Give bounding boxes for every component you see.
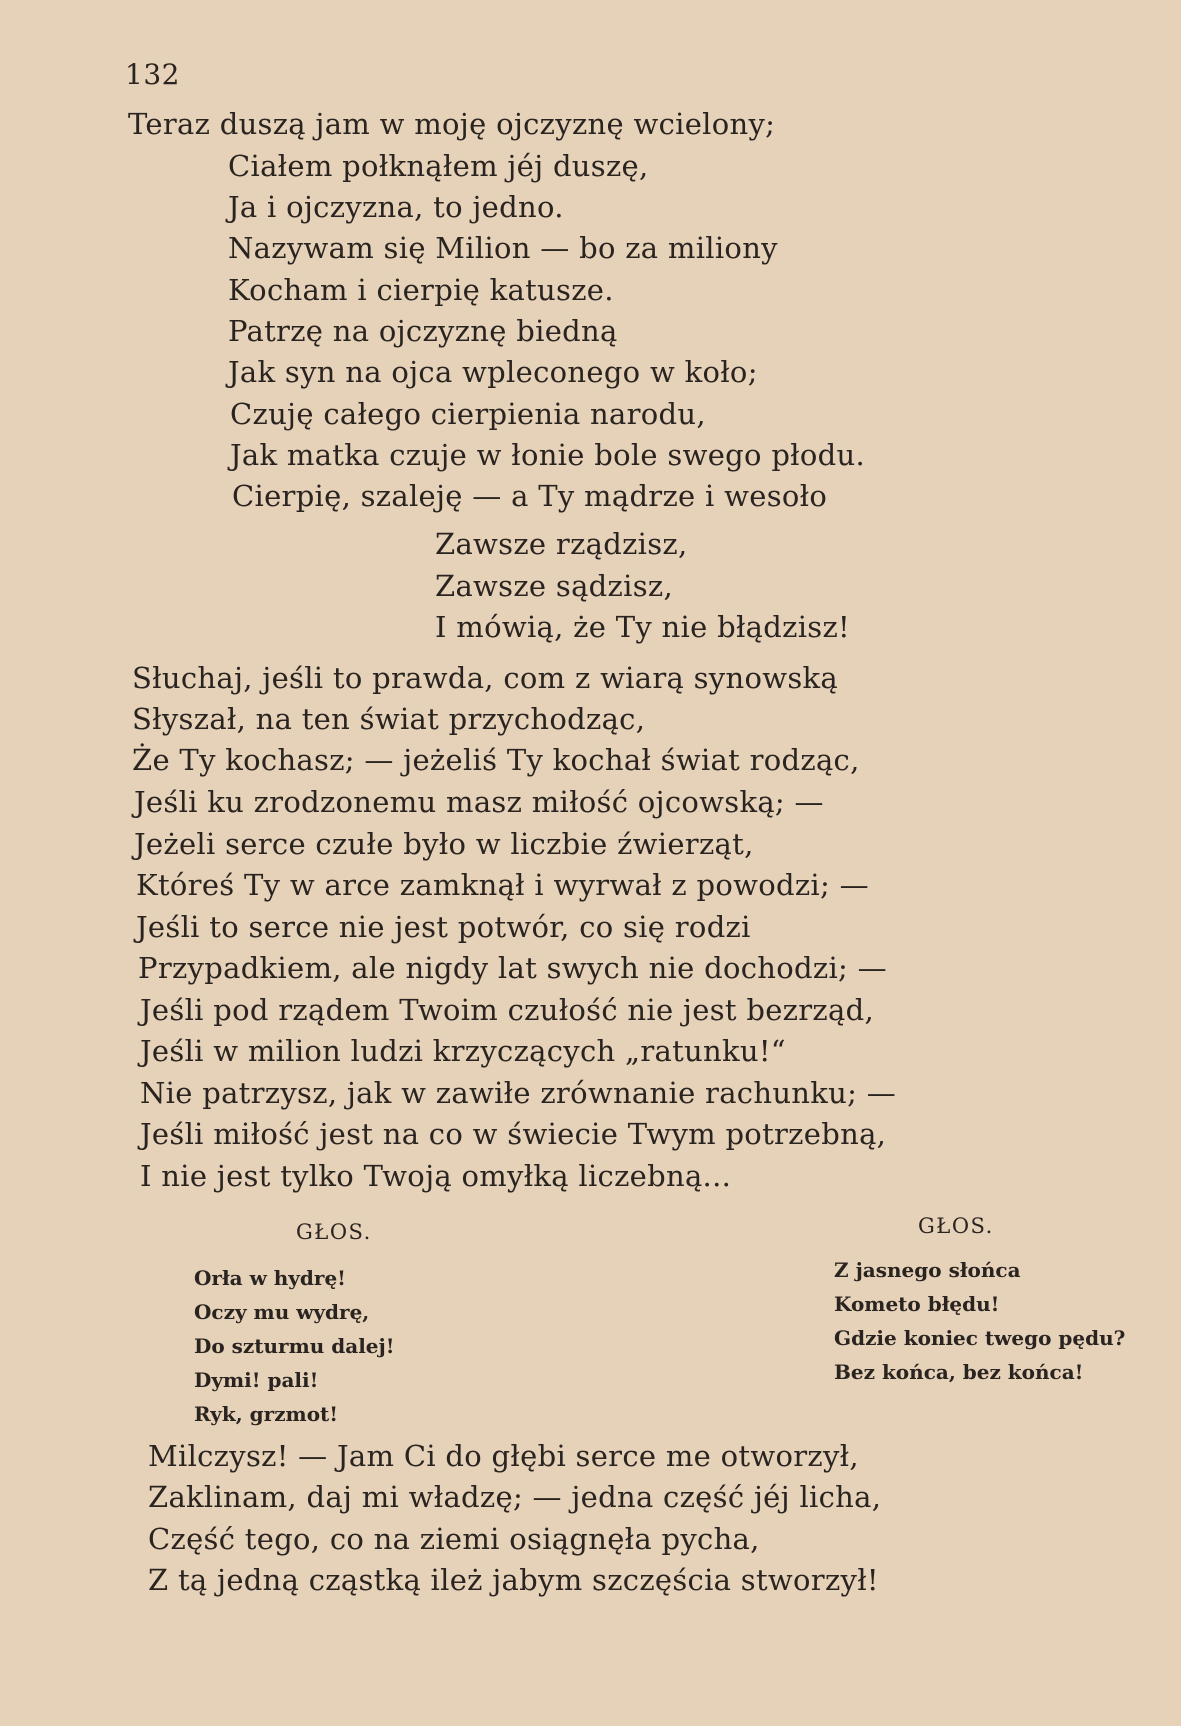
voice-line: Z jasnego słońca: [834, 1258, 1021, 1282]
verse-line: Słuchaj, jeśli to prawda, com z wiarą synowską: [132, 661, 838, 695]
verse-line: Nie patrzysz, jak w zawiłe zrównanie rachunku; —: [140, 1076, 897, 1110]
verse-line: Patrzę na ojczyznę biedną: [228, 314, 618, 348]
verse-line: Jeśli ku zrodzonemu masz miłość ojcowską; —: [134, 785, 824, 819]
verse-line: Część tego, co na ziemi osiągnęła pycha,: [148, 1522, 760, 1556]
verse-line: Że Ty kochasz; — jeżeliś Ty kochał świat rodząc,: [132, 743, 860, 777]
verse-line: Ja i ojczyzna, to jedno.: [228, 190, 564, 224]
verse-line: Przypadkiem, ale nigdy lat swych nie dochodzi; —: [138, 951, 887, 985]
voice-line: Bez końca, bez końca!: [834, 1360, 1084, 1384]
verse-line: Milczysz! — Jam Ci do głębi serce me otworzył,: [148, 1439, 859, 1473]
verse-line: Jeśli w milion ludzi krzyczących „ratunku!“: [140, 1034, 786, 1068]
verse-line: Słyszał, na ten świat przychodząc,: [132, 702, 646, 736]
verse-line: Jeśli to serce nie jest potwór, co się rodzi: [136, 910, 751, 944]
verse-line: Jak matka czuje w łonie bole swego płodu.: [230, 438, 866, 472]
verse-line: Czuję całego cierpienia narodu,: [230, 397, 706, 431]
voice-heading-left: GŁOS.: [296, 1220, 372, 1244]
verse-line: Z tą jedną cząstką ileż jabym szczęścia stworzył!: [148, 1563, 879, 1597]
verse-line: Jeśli pod rządem Twoim czułość nie jest bezrząd,: [140, 993, 874, 1027]
voice-line: Ryk, grzmot!: [194, 1402, 339, 1426]
verse-line: Cierpię, szaleję — a Ty mądrze i wesoło: [232, 479, 828, 513]
verse-line: Nazywam się Milion — bo za miliony: [228, 231, 778, 265]
page-number: 132: [125, 58, 180, 91]
refrain-line: I mówią, że Ty nie błądzisz!: [435, 610, 850, 644]
verse-line: Teraz duszą jam w moję ojczyznę wcielony;: [128, 107, 776, 141]
voice-line: Oczy mu wydrę,: [194, 1300, 370, 1324]
voice-line: Gdzie koniec twego pędu?: [834, 1326, 1126, 1350]
voice-line: Dymi! pali!: [194, 1368, 319, 1392]
refrain-line: Zawsze sądzisz,: [435, 569, 673, 603]
voice-line: Orła w hydrę!: [194, 1266, 346, 1290]
voice-heading-right: GŁOS.: [918, 1214, 994, 1238]
voice-line: Do szturmu dalej!: [194, 1334, 395, 1358]
voice-line: Kometo błędu!: [834, 1292, 1000, 1316]
verse-line: I nie jest tylko Twoją omyłką liczebną...: [140, 1159, 732, 1193]
verse-line: Zaklinam, daj mi władzę; — jedna część jéj licha,: [148, 1480, 882, 1514]
verse-line: Ciałem połknąłem jéj duszę,: [228, 149, 649, 183]
verse-line: Jak syn na ojca wpleconego w koło;: [228, 355, 758, 389]
verse-line: Jeśli miłość jest na co w świecie Twym potrzebną,: [140, 1117, 887, 1151]
verse-line: Jeżeli serce czułe było w liczbie źwierząt,: [134, 827, 754, 861]
verse-line: Któreś Ty w arce zamknął i wyrwał z powodzi; —: [136, 868, 869, 902]
verse-line: Kocham i cierpię katusze.: [228, 273, 614, 307]
refrain-line: Zawsze rządzisz,: [435, 527, 688, 561]
